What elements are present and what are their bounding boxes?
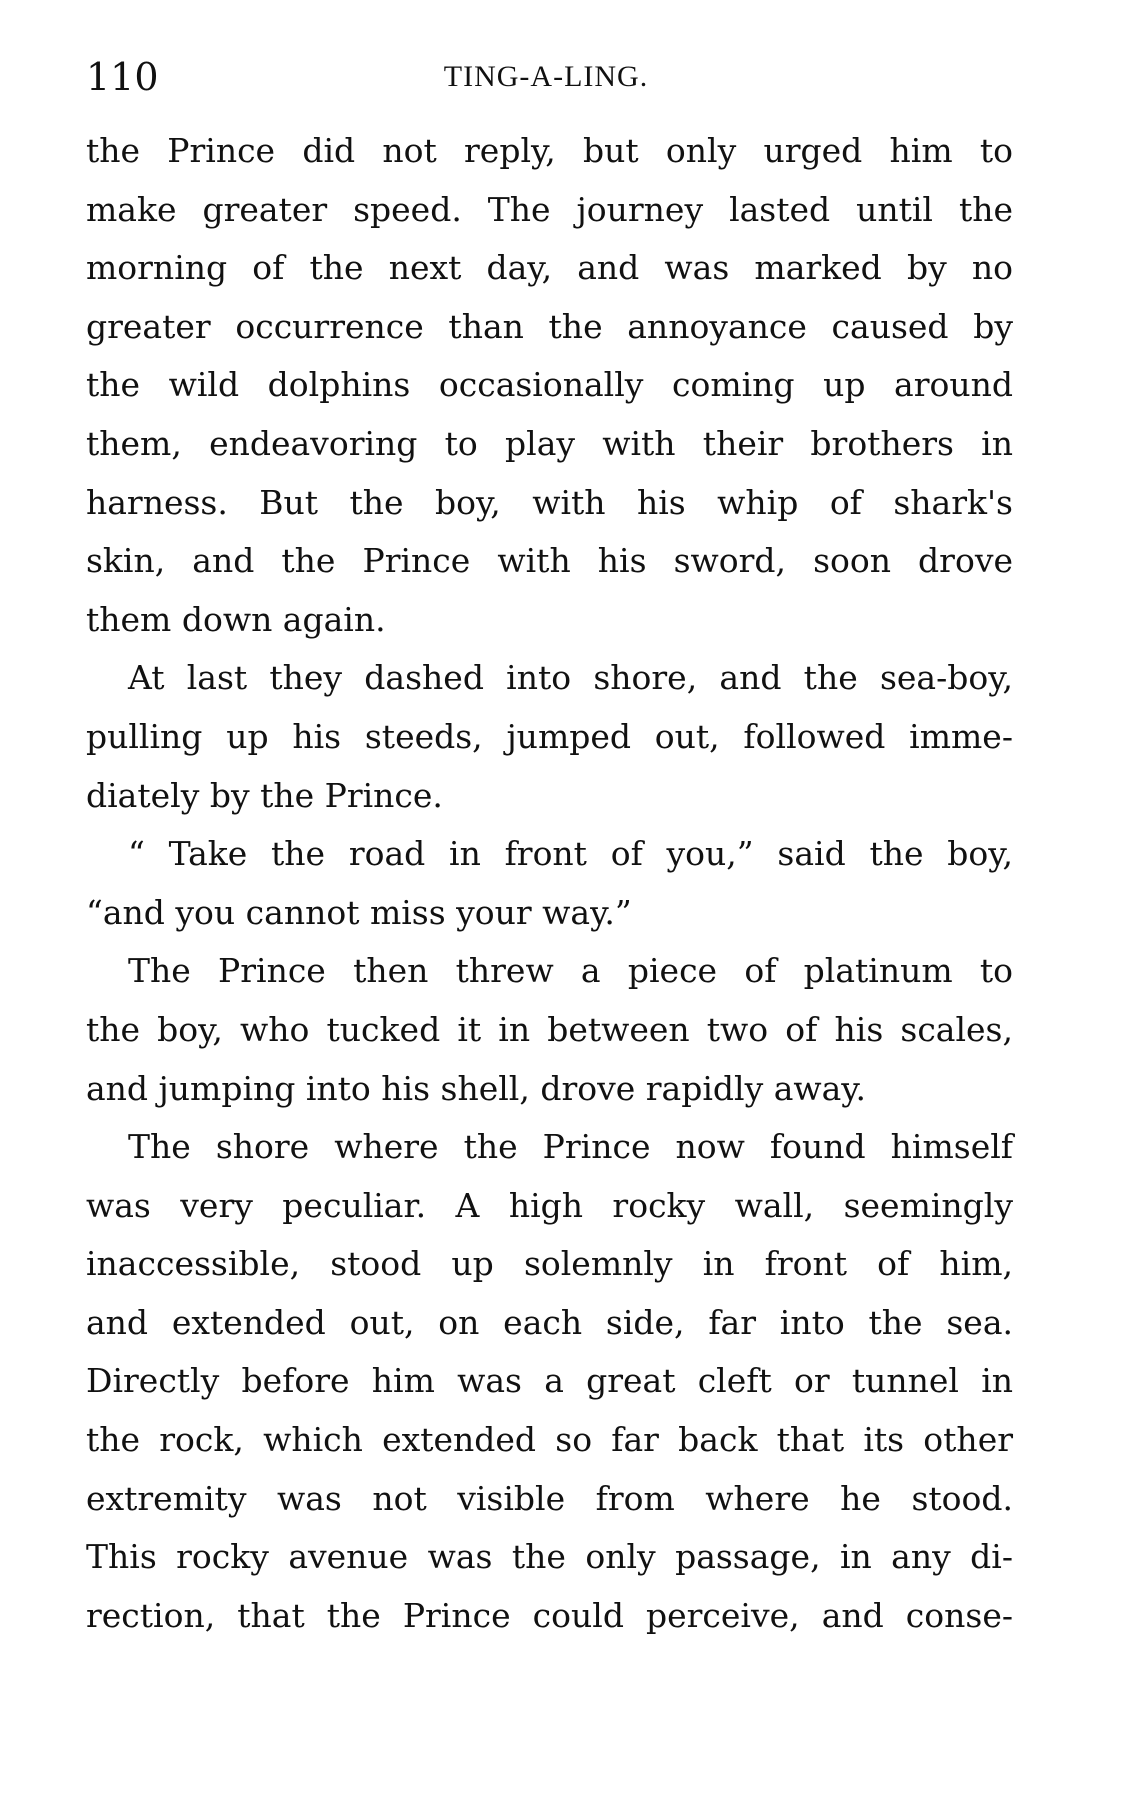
page-number: 110: [86, 55, 159, 99]
text-line: diately by the Prince.: [86, 775, 443, 815]
text-line: harness. But the boy, with his whip of shark's: [86, 482, 1013, 522]
paragraph: [86, 122, 1013, 649]
text-line: The shore where the Prince now found himself: [128, 1127, 1013, 1167]
text-line: skin, and the Prince with his sword, soon drove: [86, 541, 1013, 581]
text-line: greater occurrence than the annoyance caused by: [86, 306, 1013, 346]
paragraph: [86, 649, 1013, 825]
paragraph: [86, 1118, 1013, 1645]
paragraph: [86, 942, 1013, 1118]
text-line: inaccessible, stood up solemnly in front of him,: [86, 1244, 1013, 1284]
text-line: “ Take the road in front of you,” said the boy,: [128, 834, 1013, 874]
text-line: This rocky avenue was the only passage, in any di-: [86, 1537, 1013, 1577]
text-line: morning of the next day, and was marked by no: [86, 248, 1013, 288]
text-line: The Prince then threw a piece of platinum to: [128, 951, 1013, 991]
text-line: and extended out, on each side, far into the sea.: [86, 1302, 1013, 1342]
text-line: pulling up his steeds, jumped out, followed imme-: [86, 716, 1013, 756]
text-line: make greater speed. The journey lasted until the: [86, 189, 1013, 229]
text-line: them down again.: [86, 599, 386, 639]
text-line: Directly before him was a great cleft or tunnel in: [86, 1361, 1013, 1401]
text-line: At last they dashed into shore, and the sea-boy,: [128, 658, 1013, 698]
text-line: was very peculiar. A high rocky wall, seemingly: [86, 1185, 1013, 1225]
text-line: and jumping into his shell, drove rapidly away.: [86, 1068, 867, 1108]
text-line: rection, that the Prince could perceive, and conse-: [86, 1595, 1013, 1635]
text-line: them, endeavoring to play with their brothers in: [86, 423, 1013, 463]
text-line: extremity was not visible from where he stood.: [86, 1478, 1013, 1518]
text-line: the Prince did not reply, but only urged him to: [86, 131, 1013, 170]
text-line: “and you cannot miss your way.”: [86, 892, 632, 932]
running-head: [86, 52, 1006, 102]
body-text: [86, 122, 1013, 1645]
text-line: the wild dolphins occasionally coming up around: [86, 365, 1013, 405]
text-line: the rock, which extended so far back that its other: [86, 1420, 1013, 1460]
text-line: the boy, who tucked it in between two of his scales,: [86, 1009, 1013, 1049]
running-title: TING-A-LING.: [443, 60, 649, 93]
paragraph: [86, 825, 1013, 942]
